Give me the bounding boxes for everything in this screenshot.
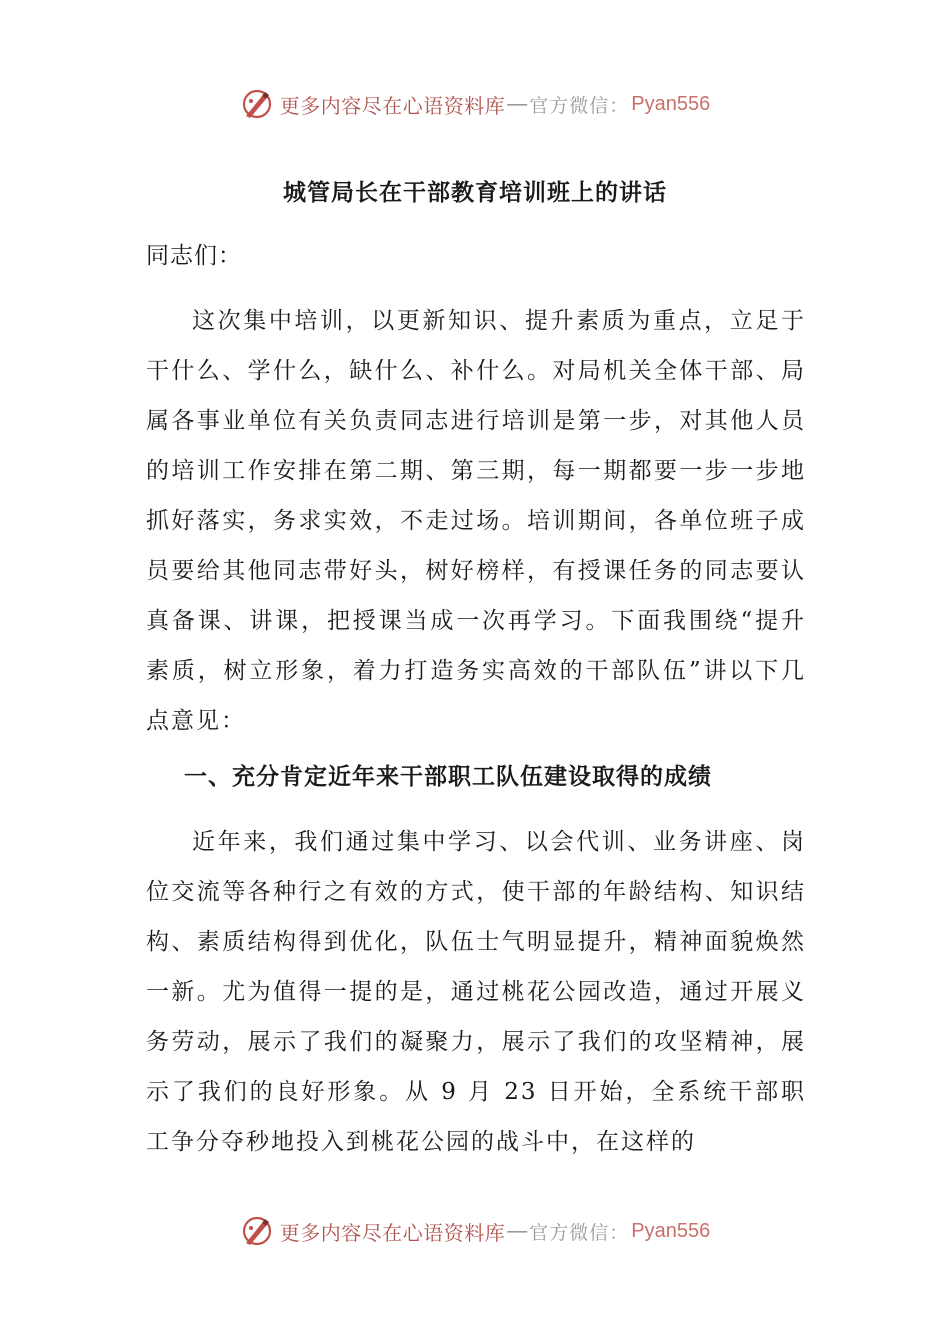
banner-main-text: 更多内容尽在心语资料库: [279, 1220, 506, 1245]
pen-logo-icon: [240, 87, 274, 121]
banner-sub-text: 官方微信：: [529, 1221, 630, 1244]
banner-sub-text: 官方微信：: [529, 94, 630, 117]
banner-wechat-id: Pyan556: [631, 1219, 711, 1242]
pen-logo-icon: [240, 1214, 274, 1248]
document-title: 城管局长在干部教育培训班上的讲话: [283, 179, 667, 206]
banner-main-text: 更多内容尽在心语资料库: [279, 93, 506, 118]
salutation: 同志们：: [146, 243, 242, 269]
banner-dash: —: [507, 1219, 528, 1242]
banner-wechat-id: Pyan556: [631, 92, 711, 115]
section-heading-1: 一、充分肯定近年来干部职工队伍建设取得的成绩: [184, 764, 712, 790]
banner-dash: —: [507, 92, 528, 115]
header-banner: [0, 82, 950, 126]
footer-banner: [0, 1209, 950, 1253]
paragraph-2: 近年来，我们通过集中学习、以会代训、业务讲座、岗位交流等各种行之有效的方式，使干部的年龄结构、知识结构、素质结构得到优化，队伍士气明显提升，精神面貌焕然一新。尤为值得一提的是，通过桃花公园改造，通过开展义务劳动，展示了我们的凝聚力，展示了我们的攻坚精神，展示了我们的良好形象。从 9 月 23 日开始，全系统干部职工争分夺秒地投入到桃花公园的战斗中，在这样的: [146, 829, 806, 1155]
paragraph-1: 这次集中培训，以更新知识、提升素质为重点，立足于干什么、学什么，缺什么、补什么。对局机关全体干部、局属各事业单位有关负责同志进行培训是第一步，对其他人员的培训工作安排在第二期、第三期，每一期都要一步一步地抓好落实，务求实效，不走过场。培训期间，各单位班子成员要给其他同志带好头，树好榜样，有授课任务的同志要认真备课、讲课，把授课当成一次再学习。下面我围绕“提升素质，树立形象，着力打造务实高效的干部队伍”讲以下几点意见：: [146, 308, 806, 734]
